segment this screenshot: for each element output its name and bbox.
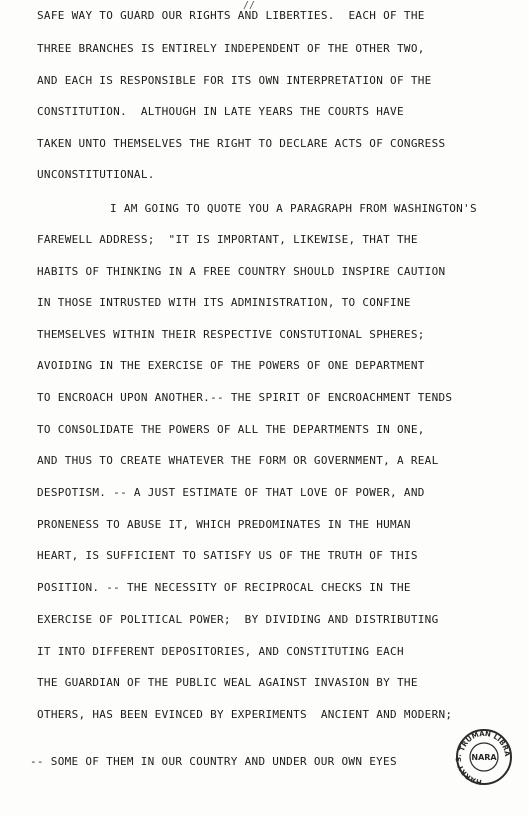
text-line: PRONENESS TO ABUSE IT, WHICH PREDOMINATES IN THE HUMAN [37, 518, 411, 531]
text-line: SAFE WAY TO GUARD OUR RIGHTS AND LIBERTIES. EACH OF THE [37, 9, 425, 22]
text-line: FAREWELL ADDRESS; "IT IS IMPORTANT, LIKEWISE, THAT THE [37, 233, 418, 246]
text-line: THE GUARDIAN OF THE PUBLIC WEAL AGAINST INVASION BY THE [37, 676, 418, 689]
text-line: CONSTITUTION. ALTHOUGH IN LATE YEARS THE COURTS HAVE [37, 105, 404, 118]
truman-library-stamp [455, 728, 513, 786]
svg-text:HARRY S.: HARRY S. [455, 753, 483, 786]
text-line: -- SOME OF THEM IN OUR COUNTRY AND UNDER OUR OWN EYES [30, 755, 397, 768]
text-line: THEMSELVES WITHIN THEIR RESPECTIVE CONSTUTIONAL SPHERES; [37, 328, 425, 341]
svg-text:TRUMAN LIBRARY: TRUMAN LIBRA [457, 729, 512, 757]
text-line: DESPOTISM. -- A JUST ESTIMATE OF THAT LOVE OF POWER, AND [37, 486, 425, 499]
text-line: UNCONSTITUTIONAL. [37, 168, 155, 181]
text-line: AND EACH IS RESPONSIBLE FOR ITS OWN INTERPRETATION OF THE [37, 74, 432, 87]
text-line: TO CONSOLIDATE THE POWERS OF ALL THE DEPARTMENTS IN ONE, [37, 423, 425, 436]
text-line: AND THUS TO CREATE WHATEVER THE FORM OR GOVERNMENT, A REAL [37, 454, 439, 467]
text-line: AVOIDING IN THE EXERCISE OF THE POWERS OF ONE DEPARTMENT [37, 359, 425, 372]
text-line: TO ENCROACH UPON ANOTHER.-- THE SPIRIT OF ENCROACHMENT TENDS [37, 391, 453, 404]
text-line: IT INTO DIFFERENT DEPOSITORIES, AND CONSTITUTING EACH [37, 645, 404, 658]
text-line: OTHERS, HAS BEEN EVINCED BY EXPERIMENTS ANCIENT AND MODERN; [37, 708, 453, 721]
text-line: POSITION. -- THE NECESSITY OF RECIPROCAL CHECKS IN THE [37, 581, 411, 594]
text-line: TAKEN UNTO THEMSELVES THE RIGHT TO DECLARE ACTS OF CONGRESS [37, 137, 446, 150]
text-line: IN THOSE INTRUSTED WITH ITS ADMINISTRATION, TO CONFINE [37, 296, 411, 309]
text-line: I AM GOING TO QUOTE YOU A PARAGRAPH FROM WASHINGTON'S [110, 202, 477, 215]
text-line: THREE BRANCHES IS ENTIRELY INDEPENDENT OF THE OTHER TWO, [37, 42, 425, 55]
page-top-mark: // [243, 0, 256, 11]
library-seal-icon [455, 728, 513, 786]
text-line: HEART, IS SUFFICIENT TO SATISFY US OF THE TRUTH OF THIS [37, 549, 418, 562]
svg-text:NARA: NARA [471, 753, 497, 762]
text-line: EXERCISE OF POLITICAL POWER; BY DIVIDING AND DISTRIBUTING [37, 613, 439, 626]
text-line: HABITS OF THINKING IN A FREE COUNTRY SHOULD INSPIRE CAUTION [37, 265, 446, 278]
